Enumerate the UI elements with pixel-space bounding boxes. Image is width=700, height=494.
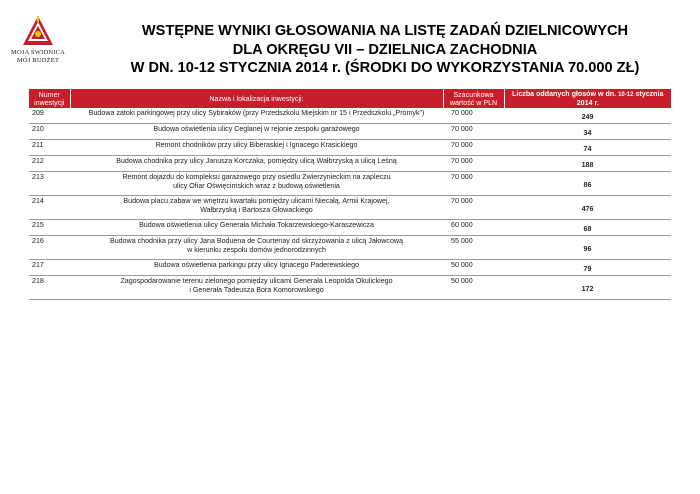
table-row — [29, 236, 671, 260]
logo — [6, 14, 70, 64]
row-name: Budowa placu zabaw we wnętrzu kwartału pomiędzy ulicami Niecałą, Armii Krajowej, Wałbrzyską i Bartosza Głowackiego — [70, 196, 443, 220]
table-row — [29, 220, 671, 236]
row-estimate: 70 000 — [443, 108, 504, 124]
results-table — [29, 89, 671, 300]
row-votes: 249 — [504, 108, 671, 124]
title-line2: DLA OKRĘGU VII – DZIELNICA ZACHODNIA — [232, 41, 538, 58]
row-number: 211 — [29, 140, 70, 156]
table-row — [29, 196, 671, 220]
row-estimate: 55 000 — [443, 236, 504, 260]
row-votes: 74 — [504, 140, 671, 156]
row-number: 217 — [29, 260, 70, 276]
row-votes: 86 — [504, 172, 671, 196]
row-estimate: 50 000 — [443, 276, 504, 300]
row-number: 215 — [29, 220, 70, 236]
row-name: Budowa oświetlenia ulicy Generała Michała Tokarzewskiego-Karaszewicza — [70, 220, 443, 236]
row-name: Remont chodników przy ulicy Biberaskiej i Ignacego Krasickiego — [70, 140, 443, 156]
row-name: Budowa oświetlenia ulicy Ceglanej w rejonie zespołu garażowego — [70, 124, 443, 140]
row-name: Budowa chodnika przy ulicy Janusza Korczaka, pomiędzy ulicą Wałbrzyską a ulicą Leśną — [70, 156, 443, 172]
table-row — [29, 124, 671, 140]
page-title — [70, 22, 700, 78]
row-number: 213 — [29, 172, 70, 196]
row-name: Budowa chodnika przy ulicy Jana Boduena de Courtenay od skrzyżowania z ulicą Jałowcową w kierunku zespołu domów jednorodzinnych — [70, 236, 443, 260]
row-name: Budowa oświetlenia parkingu przy ulicy Ignacego Paderewskiego — [70, 260, 443, 276]
header-estimate: Szacunkowa wartość w PLN — [443, 89, 504, 108]
row-estimate: 70 000 — [443, 140, 504, 156]
header-number: Numer inwestycji — [29, 89, 70, 108]
row-votes: 476 — [504, 196, 671, 220]
row-number: 212 — [29, 156, 70, 172]
row-estimate: 60 000 — [443, 220, 504, 236]
swidnica-logo-icon — [21, 14, 55, 48]
row-number: 210 — [29, 124, 70, 140]
row-estimate: 50 000 — [443, 260, 504, 276]
row-name: Zagospodarowanie terenu zielonego pomiędzy ulicami Generała Leopolda Okulickiego i Generała Tadeusza Bora Komorowskiego — [70, 276, 443, 300]
row-votes: 34 — [504, 124, 671, 140]
table-row — [29, 156, 671, 172]
table-header-row — [29, 89, 671, 108]
title-line1: WSTĘPNE WYNIKI GŁOSOWANIA NA LISTĘ ZADAŃ DZIELNICOWYCH — [141, 23, 629, 39]
row-votes: 172 — [504, 276, 671, 300]
table-row — [29, 260, 671, 276]
row-votes: 96 — [504, 236, 671, 260]
row-estimate: 70 000 — [443, 156, 504, 172]
row-votes: 68 — [504, 220, 671, 236]
logo-text-line2: MÓJ BUDŻET — [16, 56, 60, 64]
row-number: 218 — [29, 276, 70, 300]
logo-text-line1: MOJA ŚWIDNICA — [10, 49, 66, 56]
header-name: Nazwa i lokalizacja inwestycji: — [70, 89, 443, 108]
table-row — [29, 276, 671, 300]
row-number: 214 — [29, 196, 70, 220]
row-votes: 79 — [504, 260, 671, 276]
row-number: 209 — [29, 108, 70, 124]
header-votes: Liczba oddanych głosów w dn. 10-12 stycznia 2014 r. — [504, 89, 671, 108]
row-name: Budowa zatoki parkingowej przy ulicy Sybiraków (przy Przedszkolu Miejskim nr 15 i Przedszkolu „Promyk”) — [70, 108, 443, 124]
row-number: 216 — [29, 236, 70, 260]
title-line3: W DN. 10-12 STYCZNIA 2014 r. (ŚRODKI DO WYKORZYSTANIA 70.000 ZŁ) — [130, 60, 640, 76]
row-name: Remont dojazdu do kompleksu garażowego przy osiedlu Zwierzynieckim na zapleczu ulicy Ofiar Oświęcimskich wraz z budową oświetlenia — [70, 172, 443, 196]
table-row — [29, 172, 671, 196]
row-votes: 188 — [504, 156, 671, 172]
row-estimate: 70 000 — [443, 124, 504, 140]
table-row — [29, 140, 671, 156]
row-estimate: 70 000 — [443, 172, 504, 196]
row-estimate: 70 000 — [443, 196, 504, 220]
table-row — [29, 108, 671, 124]
